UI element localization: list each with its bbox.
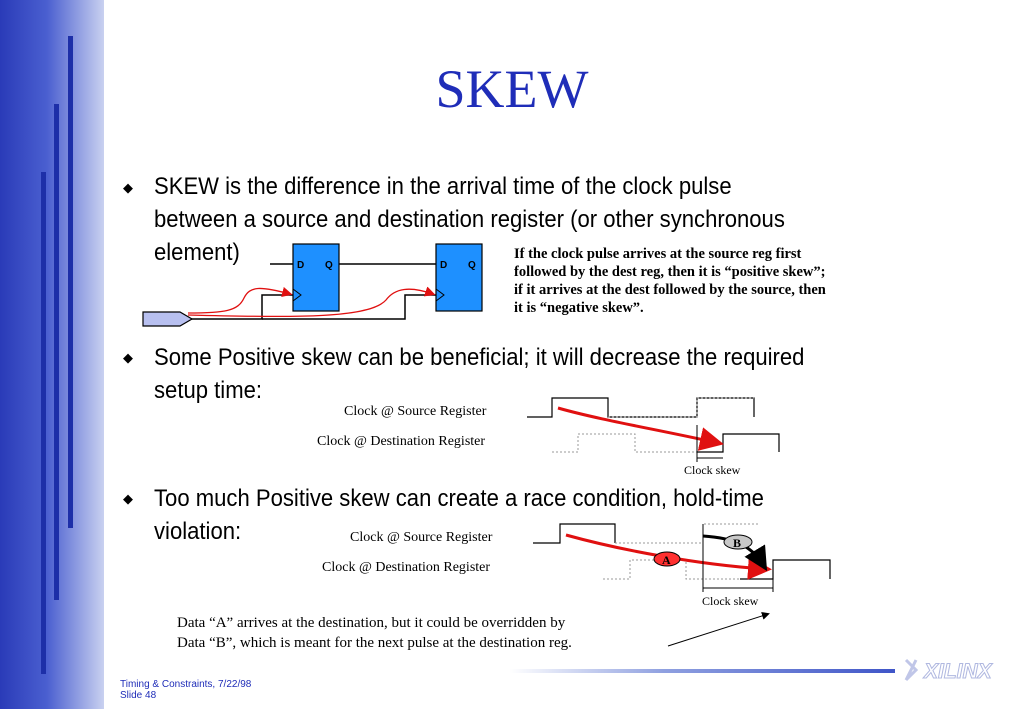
clock-path-source bbox=[188, 288, 290, 313]
bullet-3-line-2: violation: bbox=[154, 518, 242, 545]
bullet-2-line-2: setup time: bbox=[154, 377, 262, 404]
footer-line-1: Timing & Constraints, 7/22/98 bbox=[120, 679, 252, 690]
source-q-label: Q bbox=[325, 260, 333, 271]
t2-source-clock-wave bbox=[533, 524, 615, 543]
bullet-1-line-1: SKEW is the difference in the arrival time of the clock pulse bbox=[154, 173, 732, 200]
t2-dest-clock-dotted bbox=[603, 560, 773, 579]
t1-skew-arrow bbox=[558, 408, 718, 443]
timing2-source-label: Clock @ Source Register bbox=[350, 530, 493, 545]
bullet-diamond-icon: ◆ bbox=[123, 350, 133, 365]
marker-b-label: B bbox=[733, 536, 742, 550]
bullet-1-line-3: element) bbox=[154, 239, 240, 266]
timing1-skew-label: Clock skew bbox=[684, 463, 741, 477]
timing-diagram-2 bbox=[533, 524, 830, 592]
timing2-dest-label: Clock @ Destination Register bbox=[322, 560, 491, 575]
source-d-label: D bbox=[297, 260, 305, 271]
register-circuit bbox=[143, 244, 482, 326]
dest-q-label: Q bbox=[468, 260, 476, 271]
dest-d-label: D bbox=[440, 260, 448, 271]
timing-diagram-1 bbox=[527, 398, 779, 462]
footer-line-2: Slide 48 bbox=[120, 690, 157, 701]
bullet-diamond-icon: ◆ bbox=[123, 180, 133, 195]
clock-input-buffer bbox=[143, 312, 192, 326]
t1-dest-clock-wave bbox=[697, 434, 779, 452]
data-note-line-1: Data “A” arrives at the destination, but it could be overridden by bbox=[177, 615, 566, 631]
slide-footer bbox=[120, 679, 251, 701]
bullet-3-line-1: Too much Positive skew can create a race condition, hold-time bbox=[154, 485, 764, 512]
destination-register bbox=[436, 244, 482, 311]
xilinx-logo-icon bbox=[902, 654, 1002, 686]
source-register bbox=[293, 244, 339, 311]
data-note-line-2: Data “B”, which is meant for the next pulse at the destination reg. bbox=[177, 635, 572, 651]
bullet-2-line-1: Some Positive skew can be beneficial; it will decrease the required bbox=[154, 344, 805, 371]
clock-wire-dest bbox=[262, 295, 436, 319]
timing2-skew-label: Clock skew bbox=[702, 594, 759, 608]
slide-title: SKEW bbox=[435, 59, 589, 119]
timing1-source-label: Clock @ Source Register bbox=[344, 404, 487, 419]
note-line-3: if it arrives at the dest followed by the source, then bbox=[514, 282, 826, 298]
data-note-pointer-arrow bbox=[668, 614, 768, 646]
note-line-2: followed by the dest reg, then it is “positive skew”; bbox=[514, 264, 826, 280]
bullet-diamond-icon: ◆ bbox=[123, 491, 133, 506]
t1-source-clock-dotted bbox=[608, 398, 754, 417]
bullet-1-line-2: between a source and destination register (or other synchronous bbox=[154, 206, 785, 233]
logo-text: XILINX bbox=[924, 660, 992, 683]
note-line-1: If the clock pulse arrives at the source reg first bbox=[514, 246, 802, 262]
footer-divider bbox=[510, 669, 895, 673]
marker-a-label: A bbox=[662, 553, 671, 567]
timing1-dest-label: Clock @ Destination Register bbox=[317, 434, 486, 449]
note-line-4: it is “negative skew”. bbox=[514, 300, 644, 316]
